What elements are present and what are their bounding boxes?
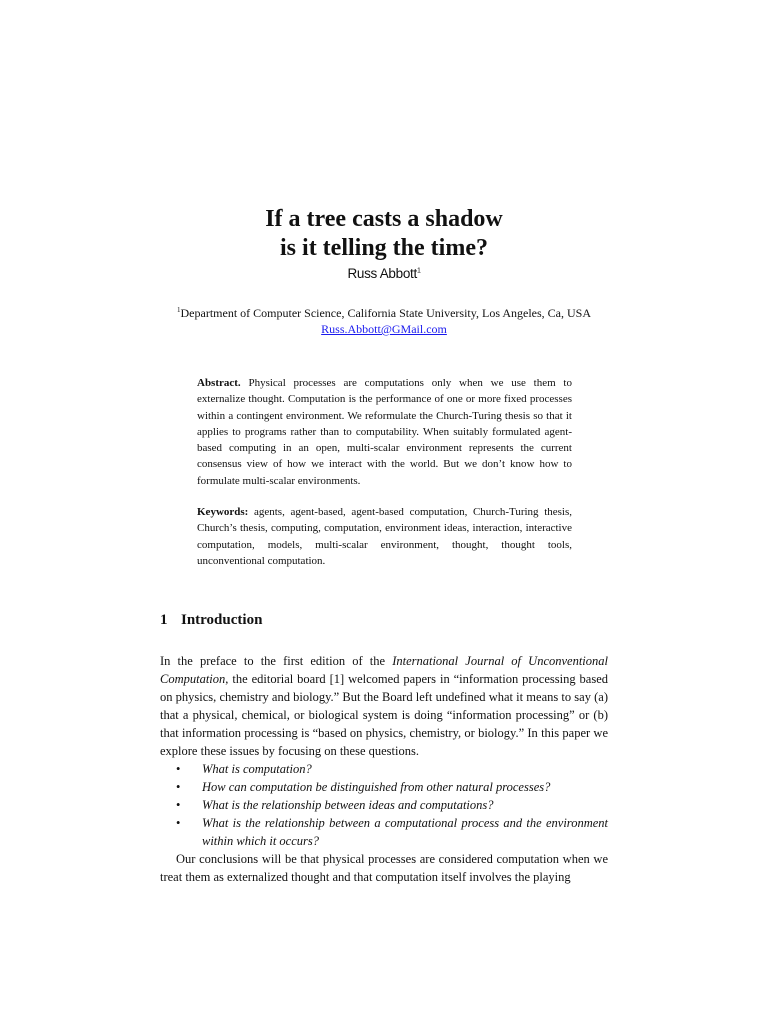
intro-text-start: In the preface to the first edition of the: [160, 654, 393, 668]
journal-name: International Journal of Unconventional Computation: [160, 654, 609, 686]
title-line-2: is it telling the time?: [280, 235, 488, 261]
section-heading: [160, 612, 262, 629]
list-item: [160, 796, 608, 814]
list-item: [160, 760, 608, 778]
abstract-label: Abstract.: [197, 377, 241, 389]
conclusion-paragraph: Our conclusions will be that physical processes are considered computation when we treat them as externalized thought and that computation itself involves the playing: [160, 852, 608, 884]
section-number: 1: [160, 612, 168, 628]
keywords-label: Keywords:: [197, 506, 249, 518]
list-item-text: How can computation be distinguished from other natural processes?: [202, 780, 551, 794]
intro-text-rest: , the editorial board [1] welcomed papers in “information processing based on physics, chemistry and biology.” But the Board left undefined what it means to say (a) that a physical, chemical, or biological system is doing “information processing” or (b) that information processing is “based on physics, chemistry, or biology.” In this paper we explore these issues by focusing on these questions.: [160, 672, 608, 758]
bullet-icon: •: [176, 798, 181, 812]
affiliation-text: Department of Computer Science, California State University, Los Angeles, Ca, USA: [180, 306, 591, 320]
author-footnote-mark: 1: [416, 267, 421, 275]
paper-title: [160, 205, 608, 263]
list-item-text: What is computation?: [202, 762, 312, 776]
keywords: [197, 504, 572, 569]
bullet-icon: •: [176, 816, 181, 830]
author-email-link[interactable]: Russ.Abbott@GMail.com: [321, 322, 447, 336]
bullet-icon: •: [176, 762, 181, 776]
author-line: [160, 266, 608, 281]
question-list: [160, 760, 608, 850]
affiliation-line: [160, 302, 608, 321]
bullet-icon: •: [176, 780, 181, 794]
keywords-text: agents, agent-based, agent-based computation, Church-Turing thesis, Church’s thesis, computing, computation, environment ideas, interaction, interactive computation, models, multi-scalar environment, thought, thought tools, unconventional computation.: [197, 506, 573, 567]
section-title: Introduction: [181, 612, 263, 628]
abstract-text: Physical processes are computations only when we use them to externalize thought. Computation is the performance of one or more fixed processes within a contingent environment. We reformulate the Church-Turing thesis so that it applies to programs rather than to computability. When suitably formulated agent-based computing in an open, multi-scalar environment represents the current consensus view of how we interact with the world. But we don’t know how to formulate multi-scalar environments.: [197, 377, 572, 487]
affiliation-footnote-mark: 1: [177, 306, 181, 314]
list-item-text: What is the relationship between a computational process and the environment within which it occurs?: [202, 816, 608, 848]
title-line-1: If a tree casts a shadow: [265, 206, 503, 232]
list-item: [160, 814, 608, 850]
author-name: Russ Abbott: [347, 266, 417, 281]
list-item: [160, 778, 608, 796]
abstract: [197, 375, 572, 489]
list-item-text: What is the relationship between ideas and computations?: [202, 798, 494, 812]
intro-paragraph: [160, 652, 608, 760]
affiliation-block: [160, 302, 608, 337]
